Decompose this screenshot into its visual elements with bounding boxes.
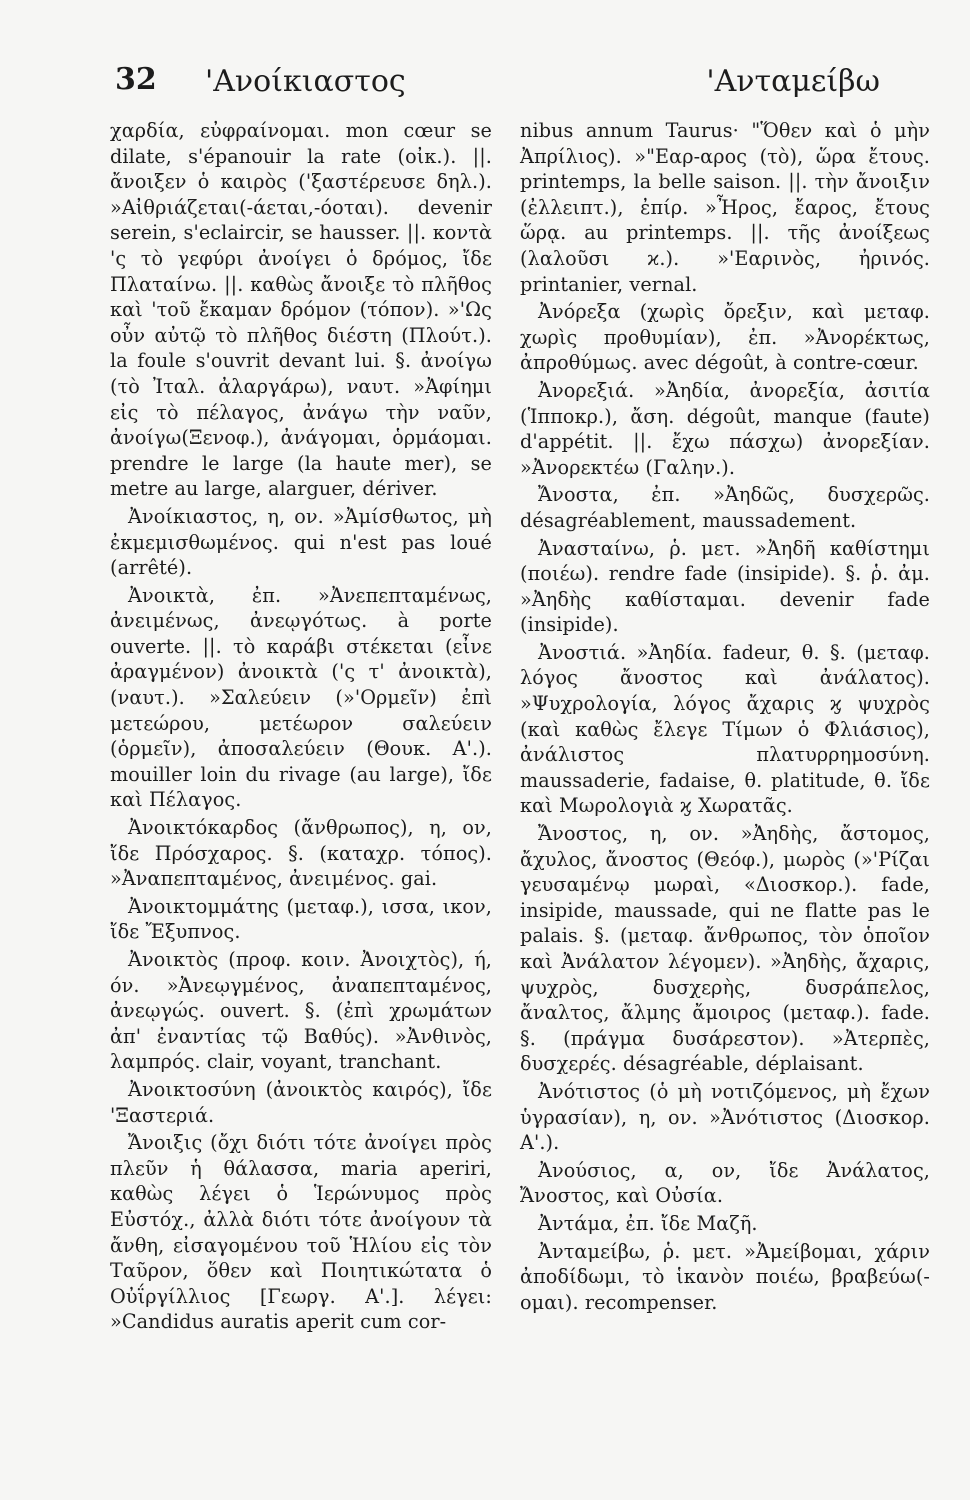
left-column (110, 118, 492, 1335)
dictionary-entry: Ἄνοιξις (ὄχι διότι τότε ἀνοίγει πρὸς πλεῦν ἡ θάλασσα, maria aperiri, καθὼς λέγει ὁ Ἱερώνυμος πρὸς Εὐστόχ., ἀλλὰ διότι τότε ἀνοίγουν τὰ ἄνθη, εἰσαγομένου τοῦ Ἡλίου εἰς τὸν Ταῦρον, ὅθεν καὶ Ποιητικώτατα ὁ Οὐΐργίλλιος [Γεωργ. Α'.]. λέγει: »Candidus auratis aperit cum cor- (110, 1131, 492, 1334)
page-number: 32 (115, 62, 157, 97)
dictionary-entry: Ἀνοικτὸς (προφ. κοιν. Ἀνοιχτὸς), ή, όν. »Ἀνεῳγμένος, ἀναπεπταμένος, ἀνεῳγώς. ouvert. §. (ἐπὶ χρωμάτων ἀπ' ἐναντίας τῷ Βαθύς). »Ἀνθινὸς, λαμπρός. clair, voyant, tranchant. (110, 948, 492, 1074)
dictionary-entry: Ἀνοικτοσύνη (ἀνοικτὸς καιρός), ἴδε 'Ξαστεριά. (110, 1077, 492, 1127)
dictionary-entry: Ἀνορεξιά. »Ἀηδία, ἀνορεξία, ἀσιτία (Ἱπποκρ.), ἄση. dégoût, manque (faute) d'appétit. ||. ἔχω πάσχω) ἀνορεξίαν. »Ἀνορεκτέω (Γαλην.). (520, 378, 930, 479)
entry-continuation: χαρδία, εὐφραίνομαι. mon cœur se dilate, s'épanouir la rate (οἰκ.). ||. ἄνοιξεν ὁ καιρὸς ('ξαστέρευσε δηλ.). »Αἰθριάζεται(-άεται,-όοται). devenir serein, s'eclaircir, se hausser. ||. κοντὰ 'ς τὸ γεφύρι ἀνοίγει ὁ δρόμος, ἴδε Πλαταίνω. ||. καθὼς ἄνοιξε τὸ πλῆθος καὶ 'τοῦ ἔκαμαν δρόμον (τόπον). »'Ως οὖν αὐτῷ τὸ πλῆθος διέστη (Πλούτ.). la foule s'ouvrit devant lui. §. ἀνοίγω (τὸ Ἰταλ. ἀλαργάρω), ναυτ. »Ἀφίημι εἰς τὸ πέλαγος, ἀνάγω τὴν ναῦν, ἀνοίγω(Ξενοφ.), ἀνάγομαι, ὁρμάομαι. prendre le large (la haute mer), se metre au large, alarguer, dériver. (110, 119, 492, 501)
dictionary-entry: Ἀνόρεξα (χωρὶς ὄρεξιν, καὶ μεταφ. χωρὶς προθυμίαν), ἐπ. »Ἀνορέκτως, ἀπροθύμως. avec dégoût, à contre-cœur. (520, 300, 930, 375)
dictionary-entry: Ἀνασταίνω, ῥ. μετ. »Ἀηδῆ καθίστημι (ποιέω). rendre fade (insipide). §. ῥ. ἀμ. »Ἀηδὴς καθίσταμαι. devenir fade (insipide). (520, 536, 930, 637)
running-headword-left: 'Ανοίκιαστος (205, 64, 406, 99)
dictionary-entry: Ἀντάμα, ἐπ. ἴδε Μαζῆ. (538, 1211, 758, 1235)
dictionary-entry: Ἀνοικτομμάτης (μεταφ.), ισσα, ικον, ἴδε Ἔξυπνος. (110, 894, 492, 944)
dictionary-entry: Ἀνοστιά. »Ἀηδία. fadeur, θ. §. (μεταφ. λόγος ἄνοστος καὶ ἀνάλατος). »Ψυχρολογία, λόγος ἄχαρις ϗ ψυχρὸς (καὶ καθὼς ἔλεγε Τίμων ὁ Φλιάσιος), ἀνάλιστος πλατυρρημοσύνη. maussaderie, fadaise, θ. platitude, θ. ἴδε καὶ Μωρολογιὰ ϗ Χωρατᾶς. (520, 640, 930, 818)
dictionary-entry: Ἀνότιστος (ὁ μὴ νοτιζόμενος, μὴ ἔχων ὑγρασίαν), η, ον. »Ἀνότιστος (Διοσκορ. Α'.). (520, 1079, 930, 1155)
dictionary-entry: Ἀνταμείβω, ῥ. μετ. »Ἀμείβομαι, χάριν ἀποδίδωμι, τὸ ἱκανὸν ποιέω, βραβεύω(-ομαι). recompenser. (520, 1239, 930, 1314)
dictionary-entry: Ἀνοικτὰ, ἐπ. »Ἀνεπεπταμένως, ἀνειμένως, ἀνεῳγότως. à porte ouverte. ||. τὸ καράβι στέκεται (εἶνε ἀραγμένον) ἀνοικτὰ ('ς τ' ἀνοικτὰ), (ναυτ.). »Σαλεύειν (»'Ορμεῖν) ἐπὶ μετεώρου, μετέωρον σαλεύειν (ὁρμεῖν), ἀποσαλεύειν (Θουκ. Α'.). mouiller loin du rivage (au large), ἴδε καὶ Πέλαγος. (110, 583, 492, 812)
dictionary-entry: Ἀνούσιος, α, ον, ἴδε Ἀνάλατος, Ἄνοστος, καὶ Οὐσία. (520, 1158, 930, 1208)
right-column (520, 118, 930, 1315)
dictionary-entry: Ἀνοίκιαστος, η, ον. »Ἀμίσθωτος, μὴ ἐκμεμισθωμένος. qui n'est pas loué (arrêté). (110, 504, 492, 580)
running-headword-right: 'Ανταμείβω (706, 64, 880, 99)
running-header (110, 62, 880, 106)
dictionary-entry: Ἄνοστα, ἐπ. »Ἀηδῶς, δυσχερῶς. désagréablement, maussadement. (520, 483, 930, 532)
dictionary-entry: Ἀνοικτόκαρδος (ἄνθρωπος), η, ον, ἴδε Πρόσχαρος. §. (καταχρ. τόπος). »Ἀναπεπταμένος, ἀνειμένος. gai. (110, 816, 492, 891)
entry-continuation: nibus annum Taurus· "Ὅθεν καὶ ὁ μὴν Ἀπρίλιος). »"Εαρ-αρος (τὸ), ὥρα ἔτους. printemps, la belle saison. ||. τὴν ἄνοιξιν (ἐλλειπτ.), ἐπίρ. »Ἦρος, ἔαρος, ἔτους ὥρᾳ. au printemps. ||. τῆς ἀνοίξεως (λαλοῦσι ϰ.). »'Εαρινὸς, ἠρινός. printanier, vernal. (520, 119, 930, 296)
dictionary-entry: Ἄνοστος, η, ον. »Ἀηδὴς, ἄστομος, ἄχυλος, ἄνοστος (Θεόφ.), μωρὸς (»'Ρίζαι γευσαμένῳ μωραὶ, «Διοσκορ.). fade, insipide, maussade, qui ne flatte pas le palais. §. (μεταφ. ἄνθρωπος, τὸν ὁποῖον καὶ Ἀνάλατον λέγομεν). »Ἀηδὴς, ἄχαρις, ψυχρὸς, δυσχερὴς, δυσράπελος, ἄναλτος, ἄλμης ἄμοιρος (μεταφ.). fade. §. (πράγμα δυσάρεστον). »Ἀτερπὲς, δυσχερές. désagréable, déplaisant. (520, 822, 930, 1076)
